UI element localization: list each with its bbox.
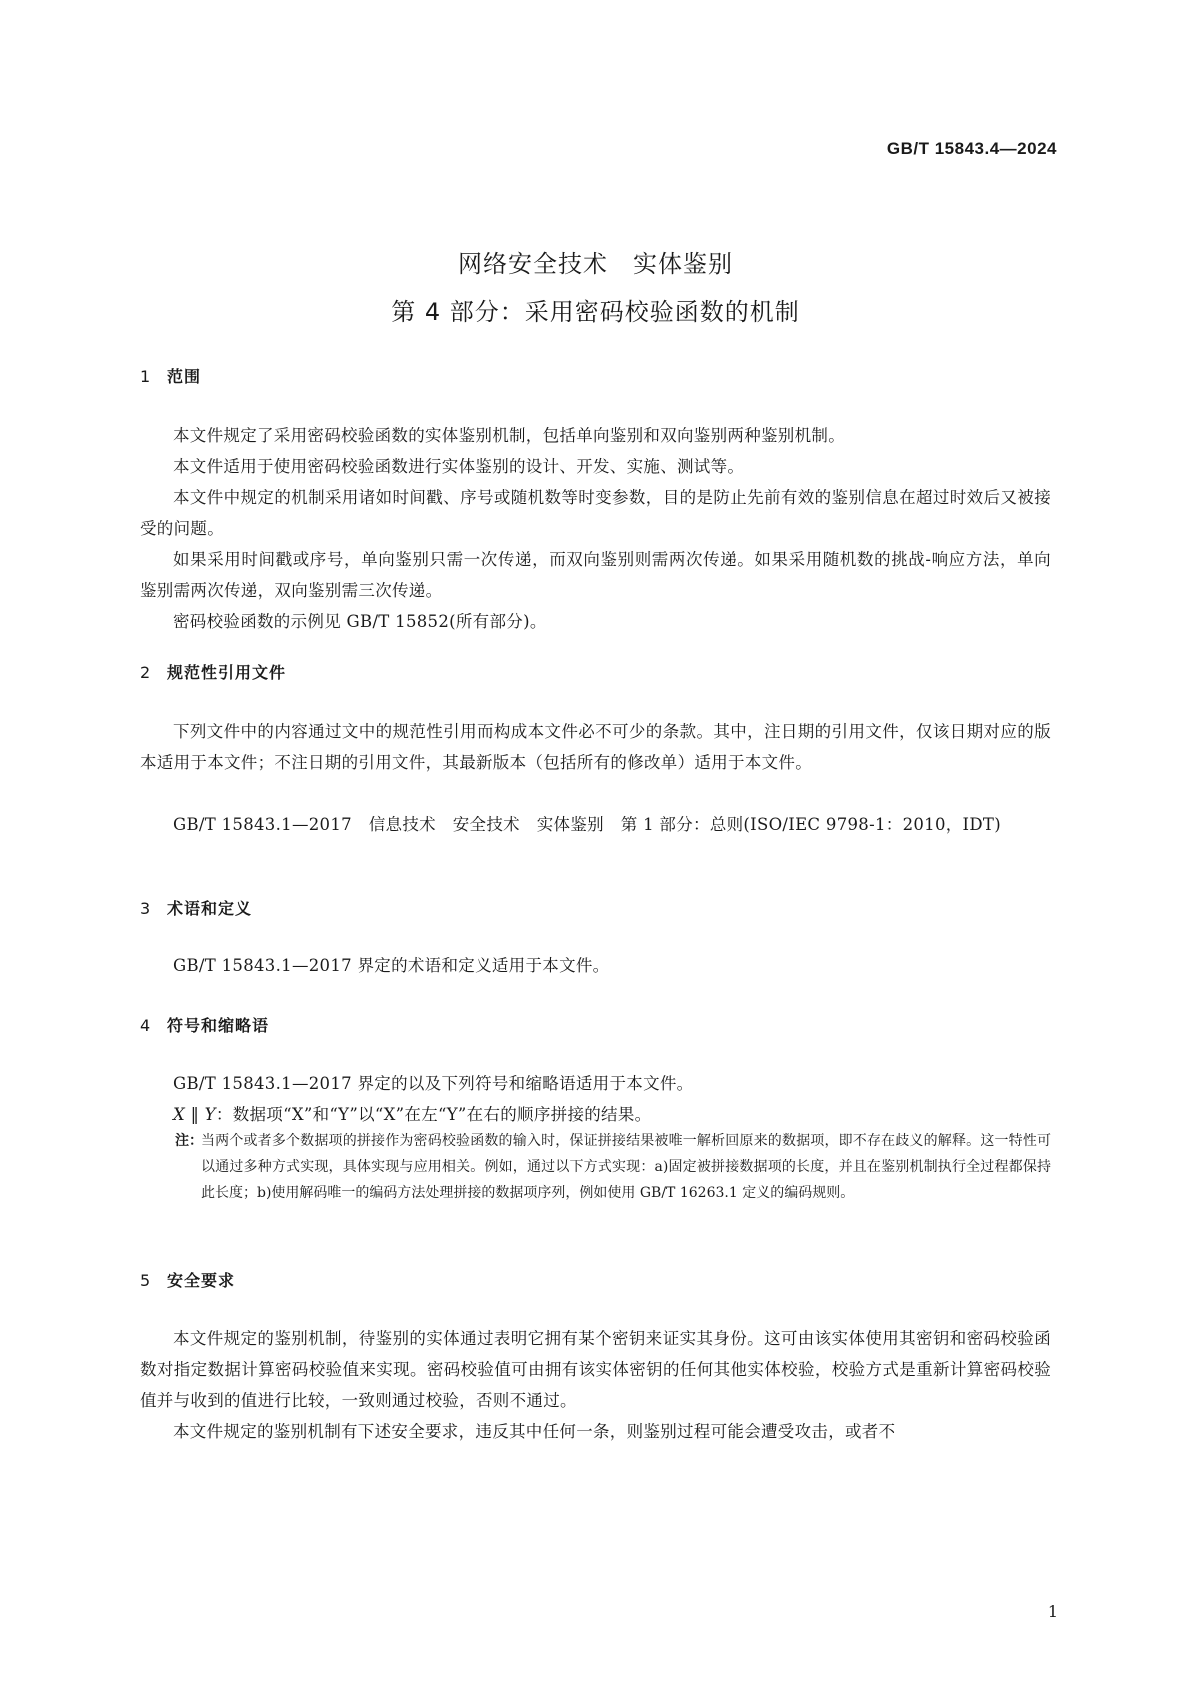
- section-1-paragraph-5: 密码校验函数的示例见 GB/T 15852(所有部分)。: [173, 612, 547, 631]
- symbol-term: X ‖ Y: [173, 1105, 216, 1124]
- section-title: 安全要求: [167, 1271, 236, 1290]
- section-title: 术语和定义: [167, 899, 253, 918]
- note-label: 注：: [175, 1133, 203, 1149]
- section-3-paragraph-1: GB/T 15843.1—2017 界定的术语和定义适用于本文件。: [173, 956, 610, 975]
- section-title: 符号和缩略语: [167, 1016, 270, 1035]
- section-1-heading: [140, 364, 201, 387]
- section-4-paragraph-1: GB/T 15843.1—2017 界定的以及下列符号和缩略语适用于本文件。: [173, 1074, 694, 1093]
- section-5-paragraph-1: 本文件规定的鉴别机制，待鉴别的实体通过表明它拥有某个密钥来证实其身份。这可由该实体使用其密钥和密码校验函数对指定数据计算密码校验值来实现。密码校验值可由拥有该实体密钥的任何其他实体校验，校验方式是重新计算密码校验值并与收到的值进行比较，一致则通过校验，否则不通过。: [140, 1329, 1051, 1410]
- section-1-paragraph-1: 本文件规定了采用密码校验函数的实体鉴别机制，包括单向鉴别和双向鉴别两种鉴别机制。: [173, 426, 845, 445]
- section-4-heading: [140, 1013, 269, 1036]
- section-number: 5: [140, 1271, 152, 1290]
- standard-number: GB/T 15843.4—2024: [886, 139, 1057, 158]
- symbol-definition: [140, 1099, 1051, 1130]
- section-1-paragraph-3: 本文件中规定的机制采用诸如时间戳、序号或随机数等时变参数，目的是防止先前有效的鉴别信息在超过时效后又被接受的问题。: [140, 488, 1051, 538]
- section-number: 3: [140, 899, 152, 918]
- section-2-paragraph-1: 下列文件中的内容通过文中的规范性引用而构成本文件必不可少的条款。其中，注日期的引用文件，仅该日期对应的版本适用于本文件；不注日期的引用文件，其最新版本（包括所有的修改单）适用于本文件。: [140, 722, 1051, 772]
- page-number: 1: [1047, 1602, 1058, 1621]
- section-title: 规范性引用文件: [167, 663, 287, 682]
- document-title-line1: 网络安全技术 实体鉴别: [458, 250, 733, 278]
- section-1-paragraph-2: 本文件适用于使用密码校验函数进行实体鉴别的设计、开发、实施、测试等。: [173, 457, 745, 476]
- section-title: 范围: [167, 367, 202, 386]
- section-2-heading: [140, 660, 286, 683]
- section-5-paragraph-2: 本文件规定的鉴别机制有下述安全要求，违反其中任何一条，则鉴别过程可能会遭受攻击，或者不: [173, 1422, 896, 1441]
- symbol-description: ：数据项“X”和“Y”以“X”在左“Y”在右的顺序拼接的结果。: [215, 1105, 652, 1124]
- section-3-heading: [140, 896, 252, 919]
- section-number: 4: [140, 1016, 152, 1035]
- section-number: 1: [140, 367, 152, 386]
- document-title-line2: 第 4 部分：采用密码校验函数的机制: [391, 298, 800, 326]
- section-5-heading: [140, 1268, 235, 1291]
- note-block: [175, 1128, 1051, 1206]
- section-number: 2: [140, 663, 152, 682]
- normative-reference-entry: GB/T 15843.1—2017 信息技术 安全技术 实体鉴别 第 1 部分：总则(ISO/IEC 9798-1：2010，IDT): [173, 815, 1001, 834]
- section-1-paragraph-4: 如果采用时间戳或序号，单向鉴别只需一次传递，而双向鉴别则需两次传递。如果采用随机数的挑战-响应方法，单向鉴别需两次传递，双向鉴别需三次传递。: [140, 550, 1051, 600]
- note-text: 当两个或者多个数据项的拼接作为密码校验函数的输入时，保证拼接结果被唯一解析回原来的数据项，即不存在歧义的解释。这一特性可以通过多种方式实现，具体实现与应用相关。例如，通过以下方式实现：a)固定被拼接数据项的长度，并且在鉴别机制执行全过程都保持此长度；b)使用解码唯一的编码方法处理拼接的数据项序列，例如使用 GB/T 16263.1 定义的编码规则。: [201, 1133, 1051, 1201]
